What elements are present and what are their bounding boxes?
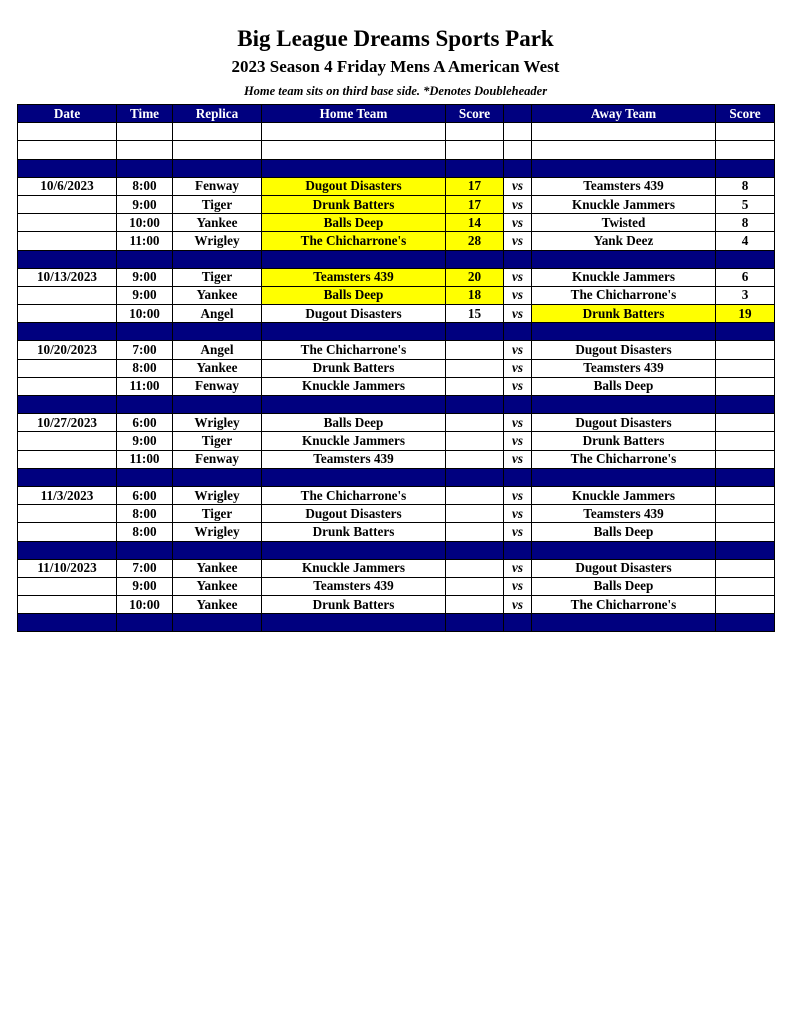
replica-field-cell: Tiger xyxy=(173,432,262,450)
away-score-cell: 4 xyxy=(716,232,775,250)
game-row xyxy=(18,286,775,304)
replica-field-cell: Fenway xyxy=(173,177,262,195)
column-header-replica: Replica xyxy=(173,105,262,123)
blank-cell xyxy=(446,123,504,141)
replica-field-cell: Yankee xyxy=(173,214,262,232)
date-cell xyxy=(18,232,117,250)
separator-cell xyxy=(262,468,446,486)
time-cell: 6:00 xyxy=(117,414,173,432)
separator-cell xyxy=(173,396,262,414)
home-team-cell: Balls Deep xyxy=(262,414,446,432)
home-score-cell: 17 xyxy=(446,177,504,195)
home-score-cell xyxy=(446,505,504,523)
home-score-cell xyxy=(446,523,504,541)
blank-cell xyxy=(173,141,262,159)
replica-field-cell: Yankee xyxy=(173,286,262,304)
away-score-cell xyxy=(716,577,775,595)
home-score-cell xyxy=(446,577,504,595)
home-team-cell: Teamsters 439 xyxy=(262,450,446,468)
home-team-cell: Dugout Disasters xyxy=(262,505,446,523)
blank-row xyxy=(18,123,775,141)
away-team-cell: Yank Deez xyxy=(532,232,716,250)
replica-field-cell: Angel xyxy=(173,305,262,323)
replica-field-cell: Fenway xyxy=(173,450,262,468)
column-header-date: Date xyxy=(18,105,117,123)
date-cell: 10/20/2023 xyxy=(18,341,117,359)
replica-field-cell: Tiger xyxy=(173,505,262,523)
game-row xyxy=(18,177,775,195)
time-cell: 9:00 xyxy=(117,195,173,213)
away-team-cell: The Chicharrone's xyxy=(532,286,716,304)
schedule-note: Home team sits on third base side. *Denotes Doubleheader xyxy=(243,84,548,98)
date-cell xyxy=(18,450,117,468)
week-separator-row xyxy=(18,396,775,414)
column-header-home-score: Score xyxy=(446,105,504,123)
vs-cell: vs xyxy=(504,523,532,541)
separator-cell xyxy=(262,541,446,559)
away-score-cell: 19 xyxy=(716,305,775,323)
column-header-away-team: Away Team xyxy=(532,105,716,123)
week-separator-row xyxy=(18,468,775,486)
separator-cell xyxy=(532,468,716,486)
blank-cell xyxy=(532,123,716,141)
separator-cell xyxy=(716,159,775,177)
away-team-cell: The Chicharrone's xyxy=(532,596,716,614)
away-score-cell xyxy=(716,559,775,577)
date-cell xyxy=(18,286,117,304)
away-team-cell: Teamsters 439 xyxy=(532,505,716,523)
away-score-cell xyxy=(716,523,775,541)
game-row xyxy=(18,505,775,523)
replica-field-cell: Wrigley xyxy=(173,523,262,541)
home-team-cell: Knuckle Jammers xyxy=(262,377,446,395)
game-row xyxy=(18,450,775,468)
home-score-cell xyxy=(446,450,504,468)
separator-cell xyxy=(262,250,446,268)
separator-cell xyxy=(716,250,775,268)
away-score-cell xyxy=(716,486,775,504)
home-score-cell xyxy=(446,377,504,395)
separator-cell xyxy=(446,614,504,632)
separator-cell xyxy=(504,159,532,177)
home-team-cell: The Chicharrone's xyxy=(262,232,446,250)
away-score-cell xyxy=(716,432,775,450)
vs-cell: vs xyxy=(504,286,532,304)
separator-cell xyxy=(117,250,173,268)
separator-cell xyxy=(18,468,117,486)
home-score-cell xyxy=(446,359,504,377)
time-cell: 11:00 xyxy=(117,450,173,468)
date-cell xyxy=(18,359,117,377)
game-row xyxy=(18,432,775,450)
separator-cell xyxy=(504,323,532,341)
separator-cell xyxy=(173,468,262,486)
home-score-cell xyxy=(446,414,504,432)
header-row xyxy=(18,105,775,123)
time-cell: 9:00 xyxy=(117,268,173,286)
home-score-cell: 15 xyxy=(446,305,504,323)
away-score-cell xyxy=(716,377,775,395)
game-row xyxy=(18,341,775,359)
away-score-cell: 5 xyxy=(716,195,775,213)
away-team-cell: Balls Deep xyxy=(532,577,716,595)
separator-cell xyxy=(18,541,117,559)
separator-cell xyxy=(117,614,173,632)
date-cell: 11/10/2023 xyxy=(18,559,117,577)
vs-cell: vs xyxy=(504,559,532,577)
game-row xyxy=(18,577,775,595)
blank-cell xyxy=(716,123,775,141)
vs-cell: vs xyxy=(504,486,532,504)
away-score-cell xyxy=(716,359,775,377)
separator-cell xyxy=(117,159,173,177)
away-team-cell: Twisted xyxy=(532,214,716,232)
date-cell xyxy=(18,577,117,595)
game-row xyxy=(18,377,775,395)
week-separator-row xyxy=(18,541,775,559)
vs-cell: vs xyxy=(504,177,532,195)
game-row xyxy=(18,359,775,377)
time-cell: 9:00 xyxy=(117,577,173,595)
home-team-cell: Balls Deep xyxy=(262,286,446,304)
home-team-cell: Dugout Disasters xyxy=(262,177,446,195)
home-team-cell: Drunk Batters xyxy=(262,359,446,377)
vs-cell: vs xyxy=(504,450,532,468)
away-team-cell: Knuckle Jammers xyxy=(532,486,716,504)
away-team-cell: Knuckle Jammers xyxy=(532,195,716,213)
separator-cell xyxy=(532,541,716,559)
away-team-cell: Balls Deep xyxy=(532,377,716,395)
away-score-cell: 3 xyxy=(716,286,775,304)
vs-cell: vs xyxy=(504,268,532,286)
week-separator-row xyxy=(18,323,775,341)
separator-cell xyxy=(117,323,173,341)
separator-cell xyxy=(173,250,262,268)
week-separator-row xyxy=(18,614,775,632)
game-row xyxy=(18,596,775,614)
time-cell: 7:00 xyxy=(117,341,173,359)
time-cell: 10:00 xyxy=(117,596,173,614)
home-team-cell: Teamsters 439 xyxy=(262,577,446,595)
game-row xyxy=(18,195,775,213)
vs-cell: vs xyxy=(504,577,532,595)
separator-cell xyxy=(504,541,532,559)
away-team-cell: Dugout Disasters xyxy=(532,559,716,577)
away-team-cell: Teamsters 439 xyxy=(532,359,716,377)
blank-cell xyxy=(532,141,716,159)
separator-cell xyxy=(446,250,504,268)
separator-cell xyxy=(716,541,775,559)
week-separator-row xyxy=(18,250,775,268)
replica-field-cell: Wrigley xyxy=(173,486,262,504)
column-header-time: Time xyxy=(117,105,173,123)
vs-cell: vs xyxy=(504,505,532,523)
time-cell: 8:00 xyxy=(117,177,173,195)
home-score-cell xyxy=(446,432,504,450)
away-team-cell: Drunk Batters xyxy=(532,432,716,450)
column-header-home-team: Home Team xyxy=(262,105,446,123)
separator-cell xyxy=(716,396,775,414)
replica-field-cell: Yankee xyxy=(173,359,262,377)
game-row xyxy=(18,523,775,541)
home-score-cell xyxy=(446,486,504,504)
separator-cell xyxy=(532,323,716,341)
home-score-cell xyxy=(446,596,504,614)
time-cell: 10:00 xyxy=(117,214,173,232)
blank-cell xyxy=(173,123,262,141)
blank-cell xyxy=(446,141,504,159)
home-score-cell: 28 xyxy=(446,232,504,250)
home-team-cell: The Chicharrone's xyxy=(262,486,446,504)
separator-cell xyxy=(446,468,504,486)
vs-cell: vs xyxy=(504,232,532,250)
home-team-cell: The Chicharrone's xyxy=(262,341,446,359)
replica-field-cell: Angel xyxy=(173,341,262,359)
separator-cell xyxy=(532,250,716,268)
home-score-cell xyxy=(446,559,504,577)
home-team-cell: Dugout Disasters xyxy=(262,305,446,323)
blank-cell xyxy=(18,123,117,141)
replica-field-cell: Yankee xyxy=(173,559,262,577)
date-cell: 10/6/2023 xyxy=(18,177,117,195)
vs-cell: vs xyxy=(504,214,532,232)
separator-cell xyxy=(18,614,117,632)
home-team-cell: Knuckle Jammers xyxy=(262,559,446,577)
blank-cell xyxy=(262,123,446,141)
page-subtitle: 2023 Season 4 Friday Mens A American West xyxy=(231,57,560,76)
game-row xyxy=(18,268,775,286)
vs-cell: vs xyxy=(504,195,532,213)
schedule-table xyxy=(17,104,775,632)
time-cell: 6:00 xyxy=(117,486,173,504)
separator-cell xyxy=(446,541,504,559)
time-cell: 9:00 xyxy=(117,432,173,450)
away-score-cell: 8 xyxy=(716,214,775,232)
away-team-cell: The Chicharrone's xyxy=(532,450,716,468)
date-cell: 11/3/2023 xyxy=(18,486,117,504)
replica-field-cell: Wrigley xyxy=(173,232,262,250)
away-team-cell: Dugout Disasters xyxy=(532,341,716,359)
replica-field-cell: Tiger xyxy=(173,195,262,213)
home-score-cell: 14 xyxy=(446,214,504,232)
separator-cell xyxy=(504,396,532,414)
separator-cell xyxy=(446,159,504,177)
vs-cell: vs xyxy=(504,359,532,377)
away-team-cell: Balls Deep xyxy=(532,523,716,541)
away-team-cell: Dugout Disasters xyxy=(532,414,716,432)
vs-cell: vs xyxy=(504,377,532,395)
separator-cell xyxy=(117,396,173,414)
time-cell: 10:00 xyxy=(117,305,173,323)
time-cell: 8:00 xyxy=(117,359,173,377)
column-header-vs xyxy=(504,105,532,123)
replica-field-cell: Yankee xyxy=(173,596,262,614)
date-cell xyxy=(18,195,117,213)
date-cell xyxy=(18,596,117,614)
separator-cell xyxy=(18,250,117,268)
game-row xyxy=(18,232,775,250)
time-cell: 8:00 xyxy=(117,523,173,541)
vs-cell: vs xyxy=(504,414,532,432)
separator-cell xyxy=(18,159,117,177)
time-cell: 9:00 xyxy=(117,286,173,304)
home-score-cell: 18 xyxy=(446,286,504,304)
game-row xyxy=(18,414,775,432)
home-score-cell: 20 xyxy=(446,268,504,286)
time-cell: 11:00 xyxy=(117,377,173,395)
separator-cell xyxy=(117,541,173,559)
separator-cell xyxy=(532,159,716,177)
date-cell xyxy=(18,505,117,523)
game-row xyxy=(18,486,775,504)
time-cell: 11:00 xyxy=(117,232,173,250)
away-score-cell: 8 xyxy=(716,177,775,195)
away-team-cell: Knuckle Jammers xyxy=(532,268,716,286)
away-team-cell: Drunk Batters xyxy=(532,305,716,323)
blank-cell xyxy=(262,141,446,159)
column-header-away-score: Score xyxy=(716,105,775,123)
home-team-cell: Balls Deep xyxy=(262,214,446,232)
home-team-cell: Drunk Batters xyxy=(262,523,446,541)
time-cell: 7:00 xyxy=(117,559,173,577)
separator-cell xyxy=(532,396,716,414)
blank-cell xyxy=(117,141,173,159)
home-score-cell: 17 xyxy=(446,195,504,213)
separator-cell xyxy=(446,396,504,414)
date-cell: 10/13/2023 xyxy=(18,268,117,286)
game-row xyxy=(18,214,775,232)
game-row xyxy=(18,559,775,577)
blank-row xyxy=(18,141,775,159)
separator-cell xyxy=(262,396,446,414)
vs-cell: vs xyxy=(504,432,532,450)
separator-cell xyxy=(173,323,262,341)
replica-field-cell: Fenway xyxy=(173,377,262,395)
date-cell xyxy=(18,305,117,323)
date-cell xyxy=(18,432,117,450)
replica-field-cell: Tiger xyxy=(173,268,262,286)
separator-cell xyxy=(532,614,716,632)
away-score-cell xyxy=(716,596,775,614)
date-cell: 10/27/2023 xyxy=(18,414,117,432)
separator-cell xyxy=(262,614,446,632)
separator-cell xyxy=(716,323,775,341)
away-score-cell xyxy=(716,505,775,523)
week-separator-row xyxy=(18,159,775,177)
time-cell: 8:00 xyxy=(117,505,173,523)
page-title: Big League Dreams Sports Park xyxy=(237,26,554,51)
home-team-cell: Drunk Batters xyxy=(262,195,446,213)
separator-cell xyxy=(173,541,262,559)
replica-field-cell: Yankee xyxy=(173,577,262,595)
separator-cell xyxy=(716,468,775,486)
separator-cell xyxy=(504,468,532,486)
date-cell xyxy=(18,214,117,232)
home-team-cell: Teamsters 439 xyxy=(262,268,446,286)
vs-cell: vs xyxy=(504,596,532,614)
date-cell xyxy=(18,377,117,395)
replica-field-cell: Wrigley xyxy=(173,414,262,432)
separator-cell xyxy=(504,614,532,632)
away-score-cell xyxy=(716,341,775,359)
separator-cell xyxy=(18,323,117,341)
separator-cell xyxy=(716,614,775,632)
away-score-cell xyxy=(716,414,775,432)
away-score-cell: 6 xyxy=(716,268,775,286)
away-score-cell xyxy=(716,450,775,468)
blank-cell xyxy=(18,141,117,159)
home-score-cell xyxy=(446,341,504,359)
home-team-cell: Drunk Batters xyxy=(262,596,446,614)
blank-cell xyxy=(117,123,173,141)
separator-cell xyxy=(446,323,504,341)
blank-cell xyxy=(504,123,532,141)
separator-cell xyxy=(262,323,446,341)
separator-cell xyxy=(173,159,262,177)
game-row xyxy=(18,305,775,323)
separator-cell xyxy=(173,614,262,632)
vs-cell: vs xyxy=(504,341,532,359)
separator-cell xyxy=(18,396,117,414)
separator-cell xyxy=(117,468,173,486)
separator-cell xyxy=(504,250,532,268)
blank-cell xyxy=(504,141,532,159)
away-team-cell: Teamsters 439 xyxy=(532,177,716,195)
vs-cell: vs xyxy=(504,305,532,323)
date-cell xyxy=(18,523,117,541)
blank-cell xyxy=(716,141,775,159)
separator-cell xyxy=(262,159,446,177)
home-team-cell: Knuckle Jammers xyxy=(262,432,446,450)
